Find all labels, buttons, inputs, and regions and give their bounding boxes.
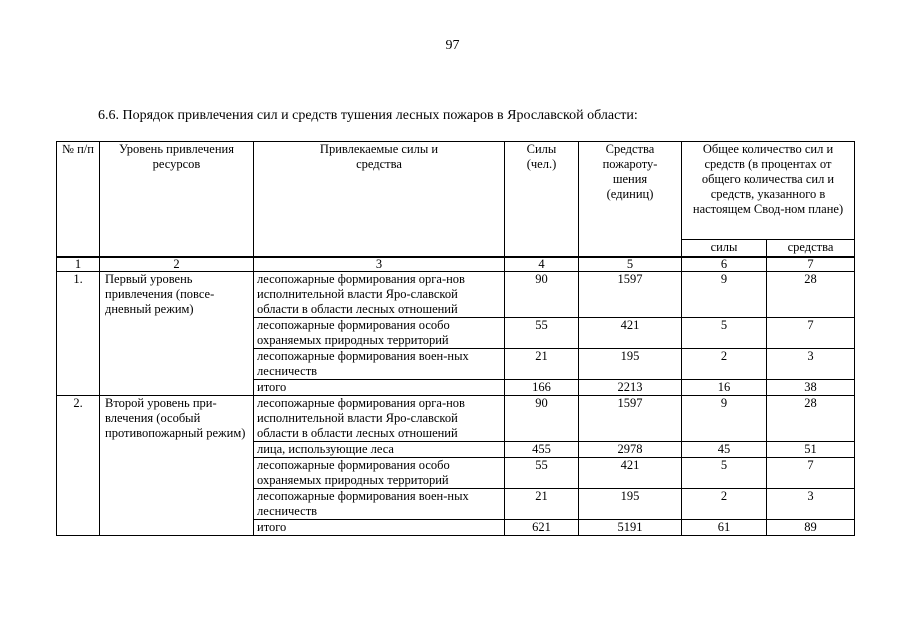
row-pct-forces: 2 [682, 348, 767, 379]
row-equipment: 5191 [579, 519, 682, 535]
row-people: 90 [505, 271, 579, 317]
column-index: 1 [57, 257, 100, 272]
row-name: лесопожарные формирования воен-ных лесничеств [254, 348, 505, 379]
row-equipment: 1597 [579, 395, 682, 441]
row-equipment: 1597 [579, 271, 682, 317]
header-equipment: Средства пожароту-шения (единиц) [579, 142, 682, 257]
row-name: лесопожарные формирования орга-нов исполнительной власти Яро-славской области в области лесных отношений [254, 271, 505, 317]
group-number: 1. [57, 271, 100, 395]
group-level: Второй уровень при-влечения (особый противопожарный режим) [100, 395, 254, 535]
table-body [57, 257, 855, 536]
row-pct-forces: 16 [682, 379, 767, 395]
row-pct-means: 28 [767, 395, 855, 441]
column-index-row [57, 257, 855, 272]
header-num: № п/п [57, 142, 100, 257]
row-people: 55 [505, 457, 579, 488]
row-name: лесопожарные формирования особо охраняемых природных территорий [254, 457, 505, 488]
row-pct-forces: 2 [682, 488, 767, 519]
header-level: Уровень привлечения ресурсов [100, 142, 254, 257]
section-heading: 6.6. Порядок привлечения сил и средств тушения лесных пожаров в Ярославской области: [98, 108, 638, 123]
row-pct-forces: 5 [682, 457, 767, 488]
row-name: итого [254, 379, 505, 395]
table-header [57, 142, 855, 257]
row-name: лесопожарные формирования орга-нов исполнительной власти Яро-славской области в области лесных отношений [254, 395, 505, 441]
row-equipment: 421 [579, 317, 682, 348]
row-pct-means: 51 [767, 441, 855, 457]
row-pct-forces: 9 [682, 271, 767, 317]
row-pct-forces: 61 [682, 519, 767, 535]
forces-table [56, 141, 855, 536]
row-name: лесопожарные формирования особо охраняемых природных территорий [254, 317, 505, 348]
row-people: 166 [505, 379, 579, 395]
row-people: 90 [505, 395, 579, 441]
page-number: 97 [445, 38, 460, 53]
row-pct-forces: 9 [682, 395, 767, 441]
table-row [57, 395, 855, 441]
row-equipment: 421 [579, 457, 682, 488]
row-pct-means: 3 [767, 488, 855, 519]
row-people: 21 [505, 488, 579, 519]
column-index: 3 [254, 257, 505, 272]
row-people: 455 [505, 441, 579, 457]
column-index: 4 [505, 257, 579, 272]
table-row [57, 271, 855, 317]
column-index: 7 [767, 257, 855, 272]
row-pct-means: 38 [767, 379, 855, 395]
row-name: лесопожарные формирования воен-ных лесничеств [254, 488, 505, 519]
group-number: 2. [57, 395, 100, 535]
group-level: Первый уровень привлечения (повсе-дневный режим) [100, 271, 254, 395]
row-pct-means: 28 [767, 271, 855, 317]
row-pct-means: 7 [767, 457, 855, 488]
header-forces: Привлекаемые силы и средства [254, 142, 505, 257]
header-total: Общее количество сил и средств (в процентах от общего количества сил и средств, указанного в настоящем Свод-ном плане) [682, 142, 855, 240]
row-name: итого [254, 519, 505, 535]
row-pct-means: 7 [767, 317, 855, 348]
row-people: 21 [505, 348, 579, 379]
row-equipment: 2213 [579, 379, 682, 395]
header-sub-forces: силы [682, 240, 767, 257]
row-pct-means: 89 [767, 519, 855, 535]
row-people: 621 [505, 519, 579, 535]
row-pct-forces: 45 [682, 441, 767, 457]
column-index: 6 [682, 257, 767, 272]
column-index: 2 [100, 257, 254, 272]
row-pct-forces: 5 [682, 317, 767, 348]
header-people: Силы (чел.) [505, 142, 579, 257]
header-sub-means: средства [767, 240, 855, 257]
row-equipment: 2978 [579, 441, 682, 457]
row-equipment: 195 [579, 348, 682, 379]
row-name: лица, использующие леса [254, 441, 505, 457]
row-people: 55 [505, 317, 579, 348]
row-equipment: 195 [579, 488, 682, 519]
row-pct-means: 3 [767, 348, 855, 379]
column-index: 5 [579, 257, 682, 272]
